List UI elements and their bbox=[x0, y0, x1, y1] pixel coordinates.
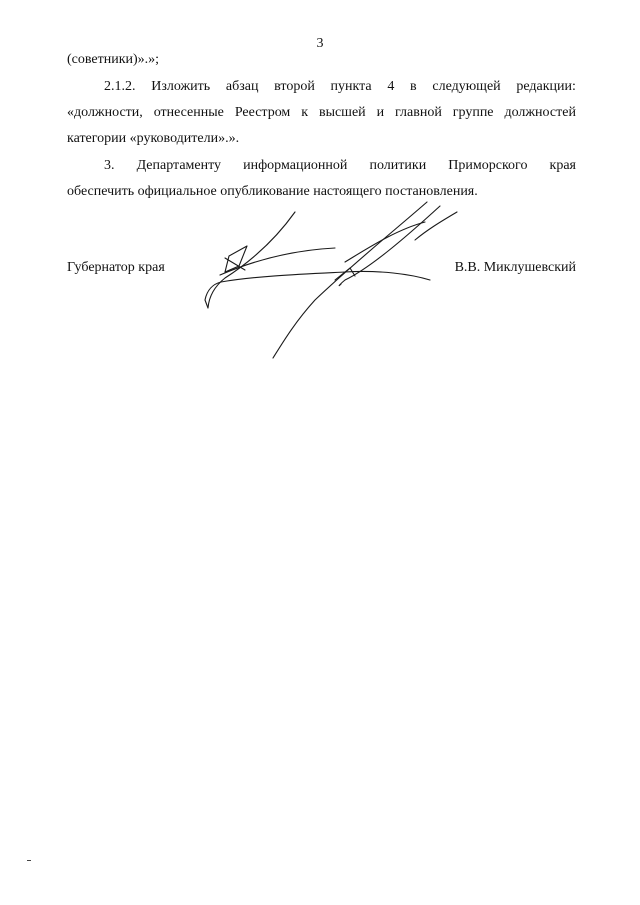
word: края bbox=[549, 158, 576, 173]
word: информационной bbox=[243, 158, 348, 173]
word: высшей bbox=[318, 105, 366, 120]
word: главной bbox=[395, 105, 442, 120]
word: 2.1.2. bbox=[104, 79, 136, 94]
word: абзац bbox=[225, 79, 259, 94]
word: и bbox=[376, 105, 385, 120]
word: к bbox=[301, 105, 309, 120]
continuation-line: (советники)».»; bbox=[67, 52, 160, 67]
word: политики bbox=[369, 158, 427, 173]
page-number: 3 bbox=[316, 36, 324, 51]
word: отнесенные bbox=[153, 105, 224, 120]
word: «должности, bbox=[67, 105, 143, 120]
word: Изложить bbox=[151, 79, 211, 94]
word: Приморского bbox=[448, 158, 528, 173]
word: редакции: bbox=[516, 79, 576, 94]
clause-2-1-2-line-1 bbox=[104, 79, 576, 95]
word: второй bbox=[274, 79, 315, 94]
clause-3-line-2: обеспечить официальное опубликование настоящего постановления. bbox=[67, 184, 478, 199]
word: Департаменту bbox=[136, 158, 222, 173]
word: следующей bbox=[432, 79, 501, 94]
word: должностей bbox=[504, 105, 576, 120]
signatory-name: В.В. Миклушевский bbox=[454, 260, 576, 275]
handwritten-signature bbox=[195, 200, 495, 370]
position-title: Губернатор края bbox=[67, 260, 165, 275]
clause-3-line-1 bbox=[104, 158, 576, 174]
word: 4 bbox=[387, 79, 395, 94]
word: группе bbox=[452, 105, 494, 120]
word: 3. bbox=[104, 158, 115, 173]
word: пункта bbox=[330, 79, 372, 94]
scan-artifact bbox=[27, 860, 31, 861]
clause-2-1-2-line-2 bbox=[67, 105, 576, 121]
word: в bbox=[410, 79, 417, 94]
word: Реестром bbox=[234, 105, 291, 120]
clause-2-1-2-line-3: категории «руководители».». bbox=[67, 131, 240, 146]
